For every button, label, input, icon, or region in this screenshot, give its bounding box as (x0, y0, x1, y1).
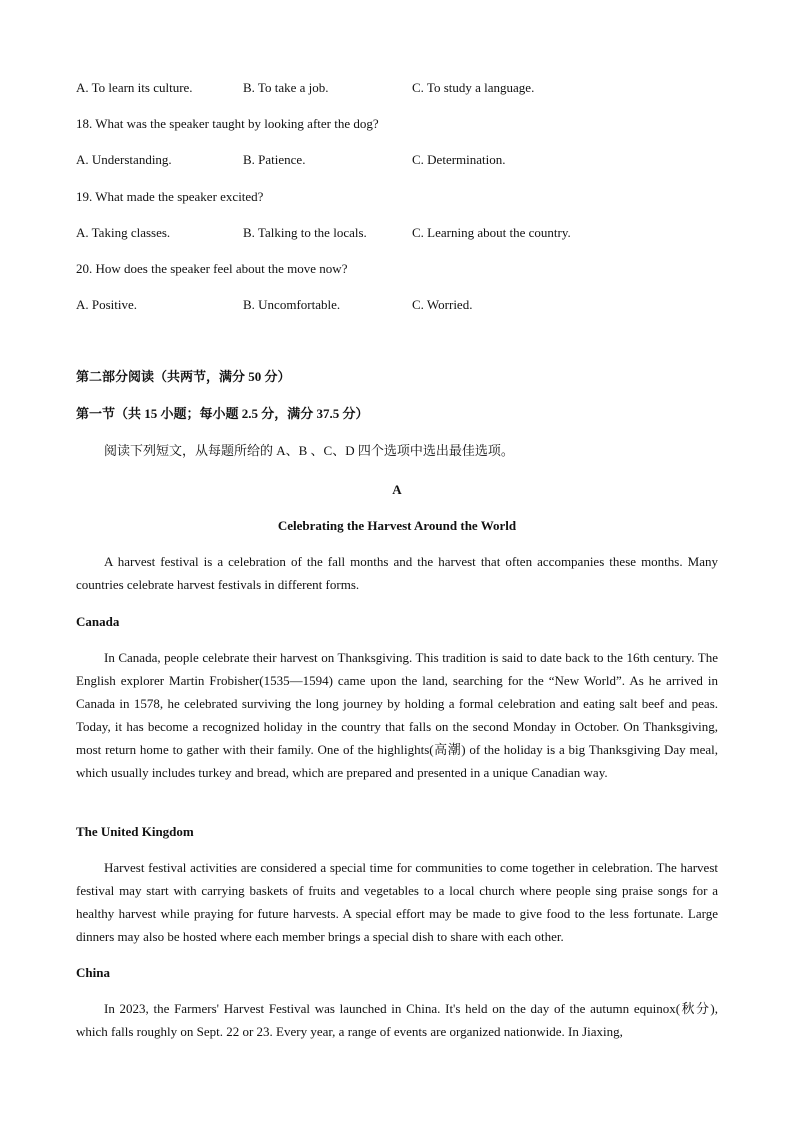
q20-option-c: C. Worried. (412, 297, 473, 312)
china-heading: China (76, 965, 110, 980)
china-paragraph: In 2023, the Farmers' Harvest Festival was launched in China. It's held on the day of the autumn equinox(秋分), which falls roughly on Sept. 22 or 23. Every year, a range of events are organized nationwide. In Jiaxing, (76, 1001, 718, 1039)
section1-heading: 第一节（共 15 小题；每小题 2.5 分，满分 37.5 分） (76, 406, 369, 421)
intro-paragraph: A harvest festival is a celebration of the fall months and the harvest that often accompanies these months. Many countries celebrate harvest festivals in different forms. (76, 554, 718, 592)
q20-option-a: A. Positive. (76, 297, 138, 312)
q19-option-a: A. Taking classes. (76, 225, 171, 240)
reading-instruction: 阅读下列短文，从每题所给的 A、B 、C、D 四个选项中选出最佳选项。 (104, 443, 514, 458)
q20-option-b: B. Uncomfortable. (243, 297, 341, 312)
q17-option-c: C. To study a language. (412, 80, 535, 95)
q19-option-b: B. Talking to the locals. (243, 225, 367, 240)
canada-paragraph: In Canada, people celebrate their harvest on Thanksgiving. This tradition is said to date back to the 16th century. The English explorer Martin Frobisher(1535—1594) came upon the land, searching for the “New World”. As he arrived in Canada in 1578, he celebrated surviving the long journey by holding a formal celebration and eating salt beef and peas. Today, it has become a recognized holiday in the country that falls on the second Monday in October. On Thanksgiving, most return home to gather with their family. One of the highlights(高潮) of the holiday is a big Thanksgiving Day meal, which usually includes turkey and bread, which are prepared and presented in a unique Canadian way. (76, 650, 718, 780)
passage-letter: A (392, 482, 402, 497)
passage-title: Celebrating the Harvest Around the World (277, 518, 517, 533)
canada-heading: Canada (76, 614, 120, 629)
q18-option-c: C. Determination. (412, 152, 506, 167)
q17-option-b: B. To take a job. (243, 80, 329, 95)
uk-heading: The United Kingdom (76, 824, 194, 839)
q18-option-b: B. Patience. (243, 152, 306, 167)
q19-stem: 19. What made the speaker excited? (76, 189, 264, 204)
part2-heading: 第二部分阅读（共两节，满分 50 分） (76, 369, 291, 384)
q18-stem: 18. What was the speaker taught by looking after the dog? (76, 116, 379, 131)
q20-stem: 20. How does the speaker feel about the move now? (76, 261, 348, 276)
uk-paragraph: Harvest festival activities are considered a special time for communities to come together in celebration. The harvest festival may start with carrying baskets of fruits and vegetables to a local church where people sing praise songs for a healthy harvest while praying for future harvests. A special effort may be made to give food to the less fortunate. Large dinners may also be hosted where each member brings a special dish to share with each other. (76, 860, 718, 944)
q17-option-a: A. To learn its culture. (76, 80, 193, 95)
q19-option-c: C. Learning about the country. (412, 225, 571, 240)
q18-option-a: A. Understanding. (76, 152, 172, 167)
